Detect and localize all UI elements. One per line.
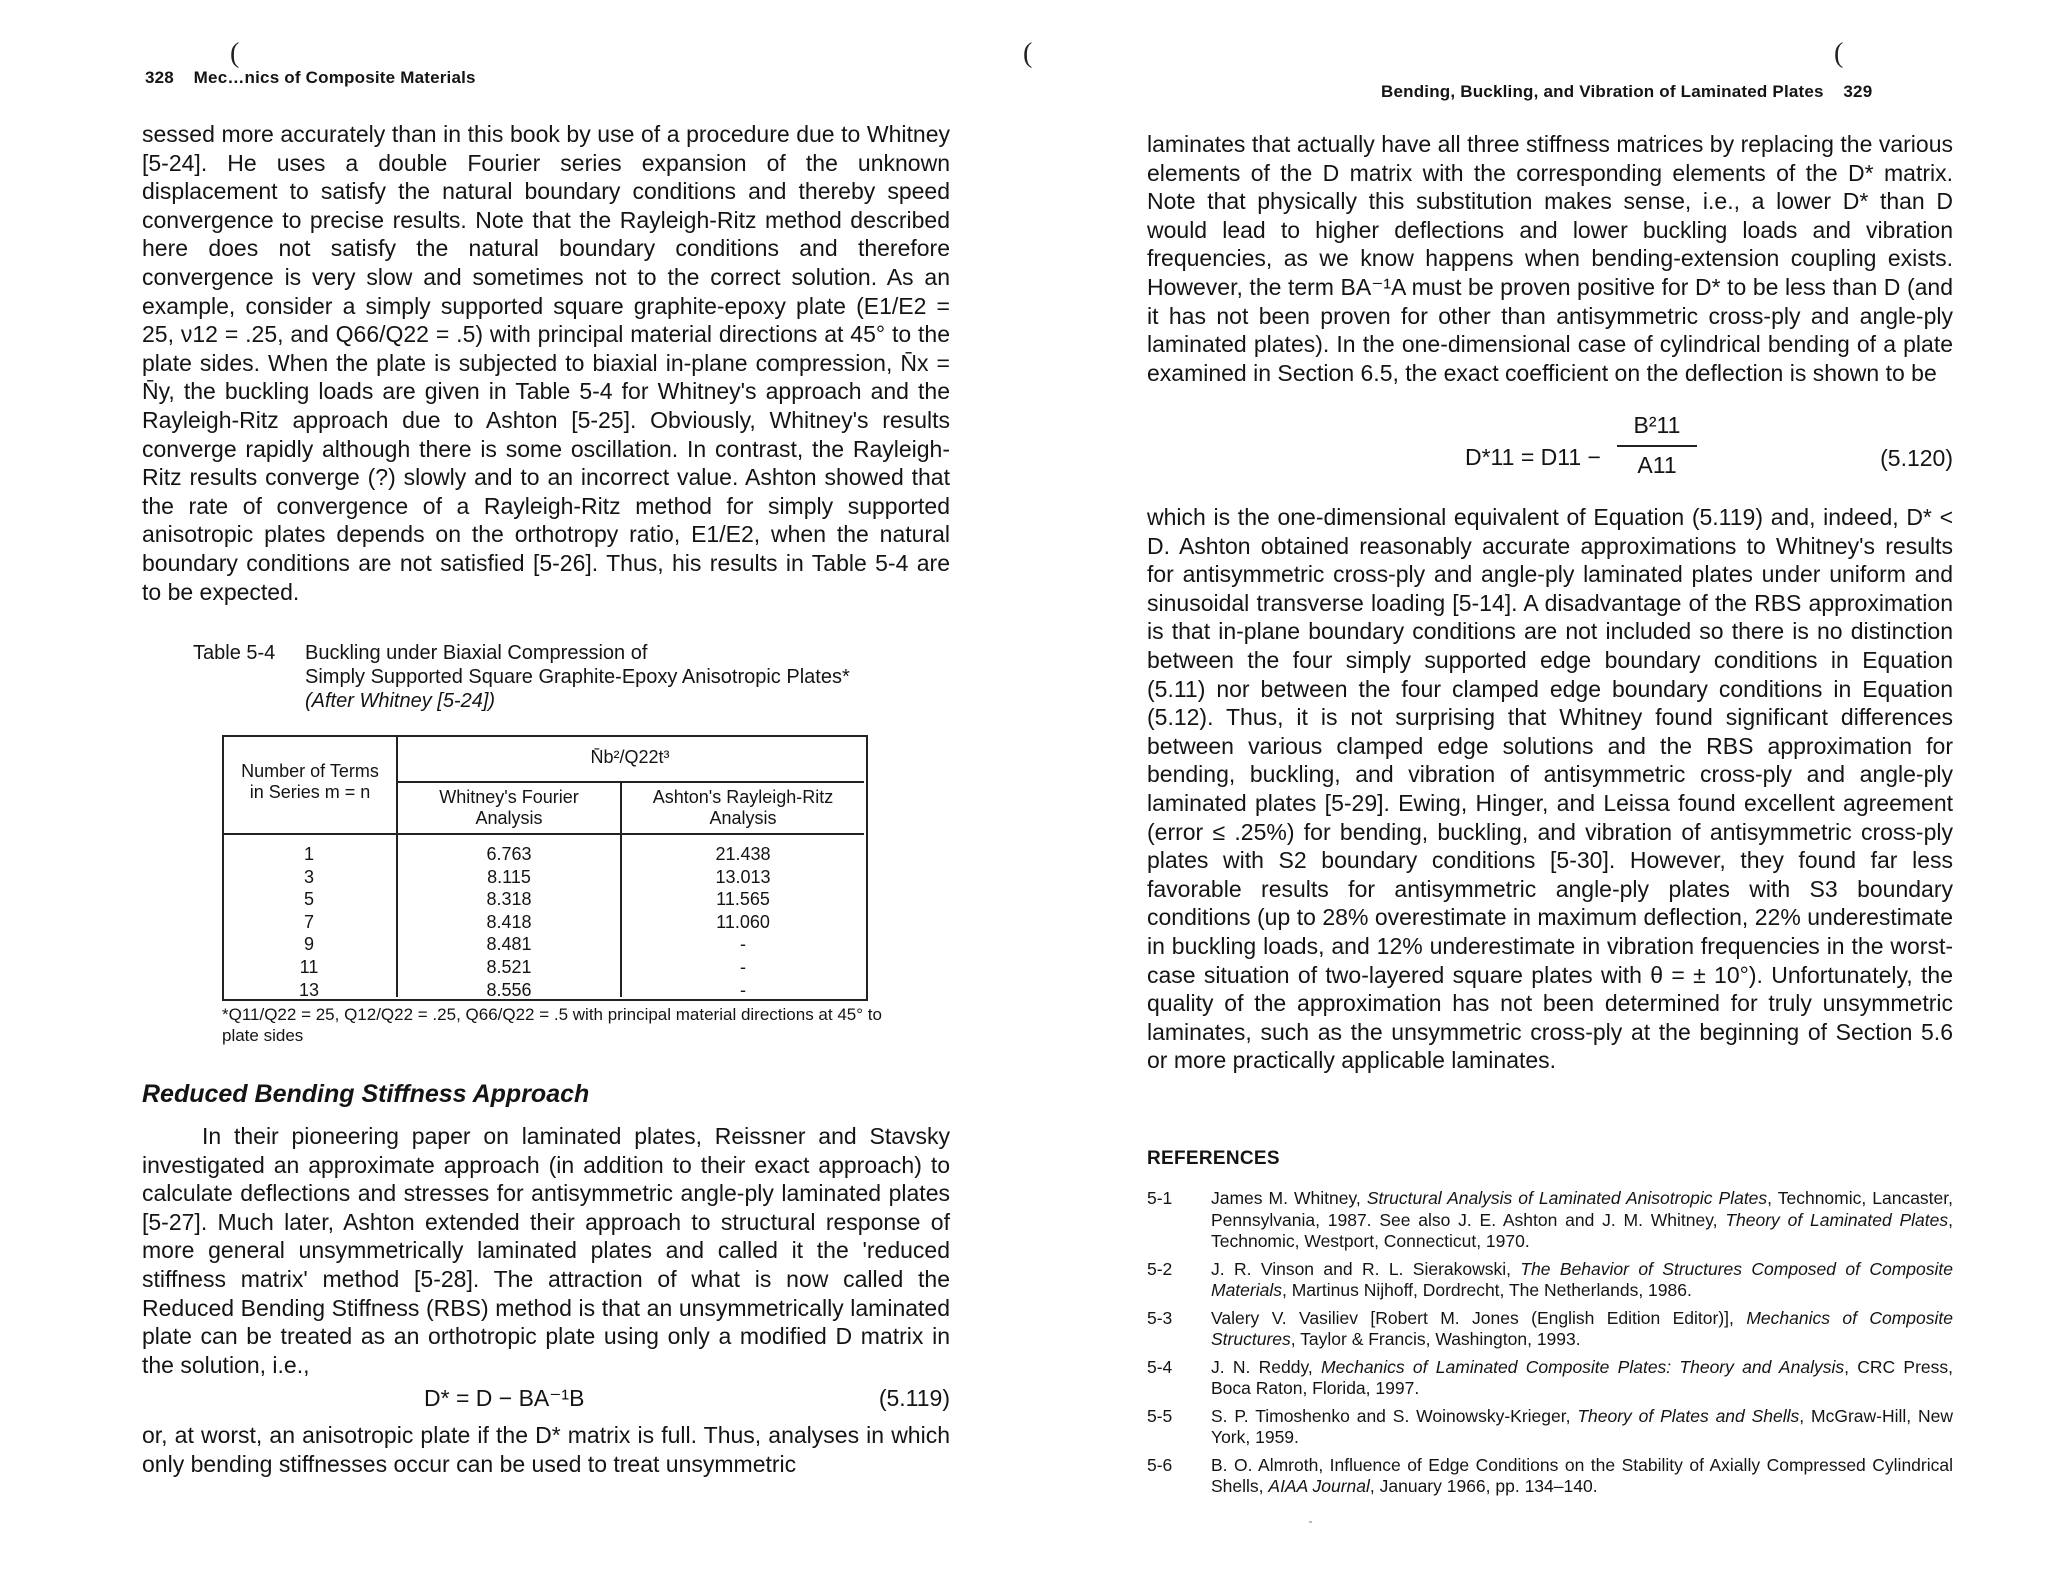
running-title: Bending, Buckling, and Vibration of Laminated Plates: [1381, 82, 1824, 101]
paragraph: [142, 120, 950, 606]
caption-line: Simply Supported Square Graphite-Epoxy Anisotropic Plates*: [305, 666, 850, 688]
column-header-terms: Number of Terms in Series m = n: [241, 761, 379, 802]
paragraph-text: which is the one-dimensional equivalent of Equation (5.119) and, indeed, D* < D. Ashton obtained reasonably accurate approximations to Whitney's results for antisymmetric cross-ply and angle-ply laminated plates under uniform and sinusoidal transverse loading [5-14]. A disadvantage of the RBS approximation is that in-plane boundary conditions are not included so there is no distinction between the four simply supported edge boundary conditions in Equation (5.11) nor between the four clamped edge boundary conditions in Equation (5.12). Thus, it is not surprising that Whitney found significant differences between various clamped edge solutions and the RBS approximation for bending, buckling, and vibration of antisymmetric cross-ply and angle-ply laminated plates [5-29]. Ewing, Hinger, and Leissa found excellent agreement (error ≤ .25%) for bending, buckling, and vibration of antisymmetric cross-ply plates with S2 boundary conditions [5-30]. However, they found far less favorable results for antisymmetric angle-ply plates with S3 boundary conditions (up to 28% overestimate in maximum deflection, 22% underestimate in buckling loads, and 12% underestimate in vibration frequencies in the worst-case situation of two-layered square plates with θ = ± 10°). Unfortunately, the quality of the approximation has not been determined for truly unsymmetric laminates, such as the unsymmetric cross-ply at the beginning of Section 5.6 or more practically applicable laminates.: [1147, 504, 1953, 1074]
table-footnote: *Q11/Q22 = 25, Q12/Q22 = .25, Q66/Q22 = .5 with principal material directions at 45° to plate sides: [222, 1005, 882, 1045]
reference-item: 5-3 Valery V. Vasiliev [Robert M. Jones (English Edition Editor)], Mechanics of Composite Structures, Taylor & Francis, Washington, 1993.: [1147, 1307, 1953, 1349]
equation-denominator: A11: [1637, 452, 1677, 478]
column-header-ashton: Ashton's Rayleigh-Ritz Analysis: [652, 787, 834, 828]
scan-mark: (: [1023, 38, 1033, 69]
caption-line: Buckling under Biaxial Compression of: [305, 642, 648, 664]
column-group-header: N̄b²/Q22t³: [590, 747, 670, 767]
reference-item: 5-1 James M. Whitney, Structural Analysis of Laminated Anisotropic Plates, Technomic, Lancaster, Pennsylvania, 1987. See also J. E. Ashton and J. M. Whitney, Theory of Laminated Plates, Technomic, Westport, Connecticut, 1970.: [1147, 1188, 1954, 1251]
equation-expression: D* = D − BA⁻¹B: [424, 1385, 585, 1411]
data-table: [222, 735, 868, 1001]
paragraph-text: laminates that actually have all three stiffness matrices by replacing the various elements of the D matrix with the corresponding elements of the D* matrix. Note that physically this substitution makes sense, i.e., a lower D* than D would lead to higher deflections and lower buckling loads and vibration frequencies, as we know happens when bending-extension coupling exists. However, the term BA⁻¹A must be proven positive for D* to be less than D (and it has not been proven for other than antisymmetric cross-ply and angle-ply laminated plates). In the one-dimensional case of cylindrical bending of a plate examined in Section 6.5, the exact coefficient on the deflection is shown to be: [1147, 131, 1953, 386]
reference-item: 5-5 S. P. Timoshenko and S. Woinowsky-Krieger, Theory of Plates and Shells, McGraw-Hill, New York, 1959.: [1147, 1405, 1953, 1447]
paragraph: [142, 1421, 950, 1478]
equation-number: (5.120): [1880, 445, 1953, 471]
scan-mark: (: [230, 38, 240, 69]
terms-column: 1 3 5 7 9 11 13: [298, 844, 320, 1000]
paragraph: [1147, 503, 1953, 1075]
running-header-left: [145, 68, 476, 88]
scan-mark: (: [1834, 38, 1844, 69]
ashton-column: 21.438 13.013 11.565 11.060 - - -: [715, 844, 771, 1000]
references-list: [1147, 1188, 1953, 1504]
equation-lhs: D*11 = D11 −: [1465, 444, 1601, 470]
running-header-right: [1381, 82, 1872, 102]
reference-item: 5-4 J. N. Reddy, Mechanics of Laminated Composite Plates: Theory and Analysis, CRC Press, Boca Raton, Florida, 1997.: [1147, 1356, 1953, 1398]
paragraph: [1147, 130, 1953, 387]
caption-source: (After Whitney [5-24]): [305, 690, 496, 712]
equation-5-120: [1147, 412, 1953, 492]
page-number: 328: [145, 68, 174, 87]
running-title: Mec…nics of Composite Materials: [193, 68, 476, 87]
equation-number: (5.119): [878, 1385, 950, 1411]
paragraph: [142, 1122, 950, 1379]
page-number: 329: [1843, 82, 1873, 101]
reference-item: 5-6 B. O. Almroth, Influence of Edge Conditions on the Stability of Axially Compressed Cylindrical Shells, AIAA Journal, January 1966, pp. 134–140.: [1147, 1454, 1953, 1496]
equation-5-119: [142, 1385, 950, 1415]
section-heading: Reduced Bending Stiffness Approach: [142, 1080, 590, 1108]
references-heading: REFERENCES: [1147, 1148, 1280, 1169]
paragraph-text: sessed more accurately than in this book by use of a procedure due to Whitney [5-24]. He uses a double Fourier series expansion of the unknown displacement to satisfy the natural boundary conditions and thereby speed convergence to precise results. Note that the Rayleigh-Ritz method described here does not satisfy the natural boundary conditions and therefore convergence is very slow and sometimes not to the correct solution. As an example, consider a simply supported square graphite-epoxy plate (E1/E2 = 25, ν12 = .25, and Q66/Q22 = .5) with principal material directions at 45° to the plate sides. When the plate is subjected to biaxial in-plane compression, N̄x = N̄y, the buckling loads are given in Table 5-4 for Whitney's approach and the Rayleigh-Ritz approach due to Ashton [5-25]. Obviously, Whitney's results converge rapidly although there is some oscillation. In contrast, the Rayleigh-Ritz results converge (?) slowly and to an incorrect value. Ashton showed that the rate of convergence of a Rayleigh-Ritz method for simply supported anisotropic plates depends on the orthotropy ratio, E1/E2, when the natural boundary conditions are not satisfied [5-26]. Thus, his results in Table 5-4 are to be expected.: [142, 121, 950, 605]
scan-speck: [1309, 1521, 1312, 1523]
column-header-whitney: Whitney's Fourier Analysis: [439, 787, 579, 828]
paragraph-text: In their pioneering paper on laminated plates, Reissner and Stavsky investigated an approximate approach (in addition to their exact approach) to calculate deflections and stresses for antisymmetric angle-ply laminated plates [5-27]. Much later, Ashton extended their approach to structural response of more general unsymmetrically laminated plates and called it the 'reduced stiffness matrix' method [5-28]. The attraction of what is now called the Reduced Bending Stiffness (RBS) method is that an unsymmetrically laminated plate can be treated as an orthotropic plate using only a modified D matrix in the solution, i.e.,: [142, 1123, 950, 1378]
table-label: Table 5-4: [193, 642, 276, 664]
whitney-column: 6.763 8.115 8.318 8.418 8.481 8.521 8.556: [486, 844, 532, 1000]
reference-item: 5-2 J. R. Vinson and R. L. Sierakowski, The Behavior of Structures Composed of Composite Materials, Martinus Nijhoff, Dordrecht, The Netherlands, 1986.: [1147, 1258, 1953, 1300]
fraction-bar: [1617, 445, 1697, 447]
equation-numerator: B²11: [1633, 412, 1681, 438]
paragraph-text: or, at worst, an anisotropic plate if the D* matrix is full. Thus, analyses in which only bending stiffnesses occur can be used to treat unsymmetric: [142, 1422, 950, 1477]
